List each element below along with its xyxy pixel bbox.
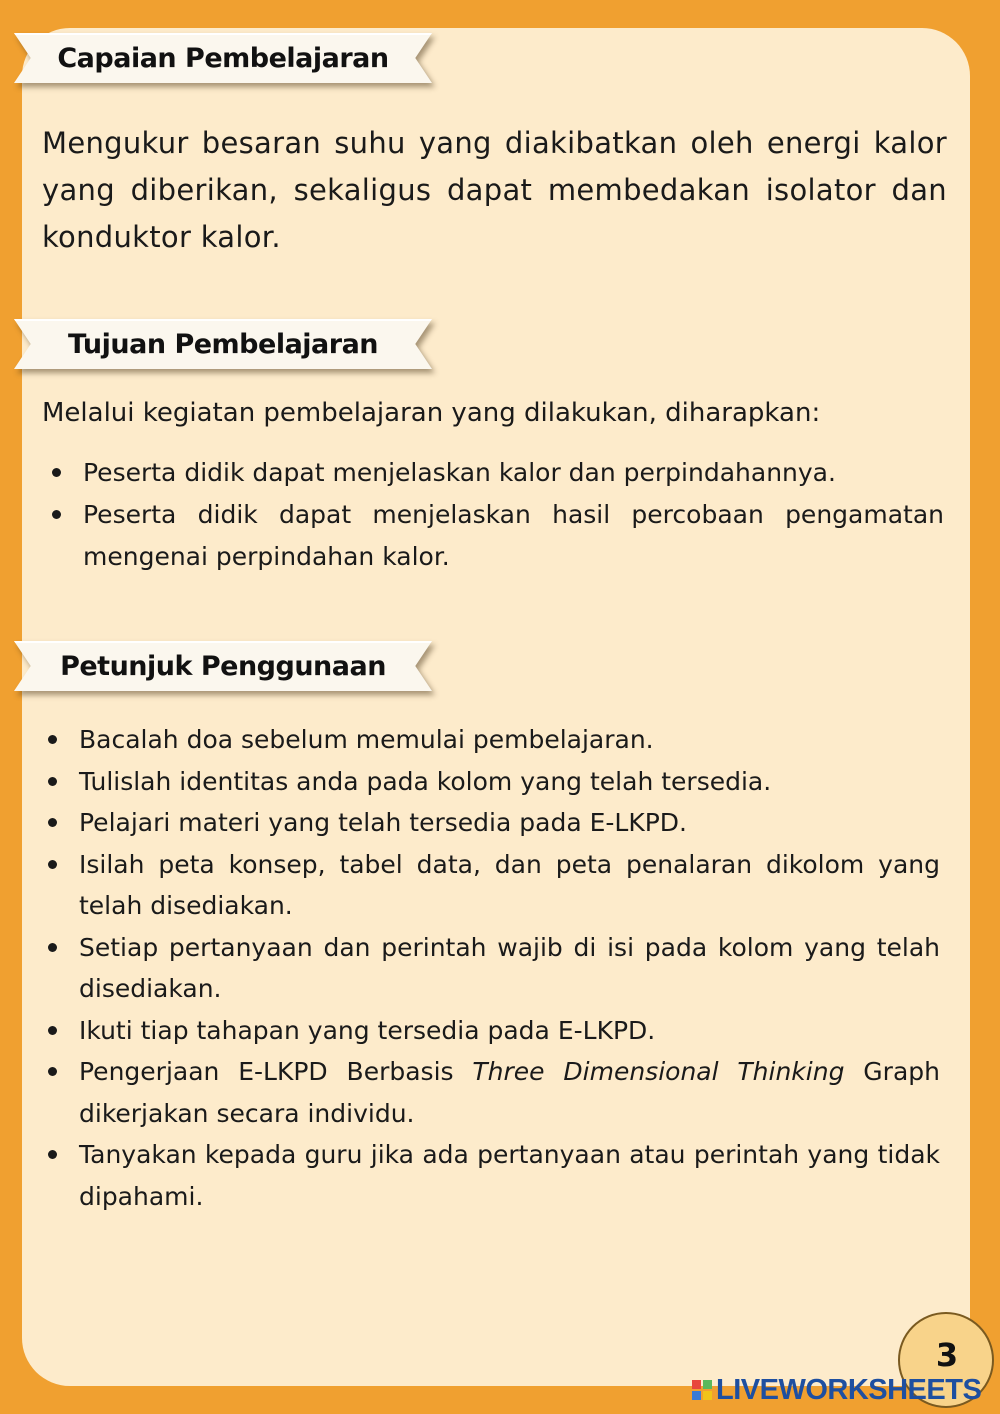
liveworksheets-logo-icon [692, 1380, 712, 1400]
liveworksheets-watermark [692, 1372, 981, 1408]
list-item: Tanyakan kepada guru jika ada pertanyaan atau perintah yang tidak dipahami. [42, 1134, 940, 1217]
list-item [42, 1051, 940, 1134]
list-item: Setiap pertanyaan dan perintah wajib di isi pada kolom yang telah disediakan. [42, 927, 940, 1010]
section-ribbon-tujuan [14, 319, 432, 369]
tujuan-intro: Melalui kegiatan pembelajaran yang dilakukan, diharapkan: [42, 398, 821, 428]
list-item: Ikuti tiap tahapan yang tersedia pada E-LKPD. [42, 1010, 940, 1052]
section-title-petunjuk: Petunjuk Penggunaan [60, 650, 386, 682]
list-item: Peserta didik dapat menjelaskan kalor dan perpindahannya. [46, 452, 944, 494]
list-item: Peserta didik dapat menjelaskan hasil percobaan pengamatan mengenai perpindahan kalor. [46, 494, 944, 578]
item-text-italic: Three Dimensional Thinking [472, 1057, 845, 1086]
item-text-before: Pengerjaan E-LKPD Berbasis [79, 1057, 473, 1086]
section-ribbon-capaian [14, 33, 432, 83]
capaian-text: Mengukur besaran suhu yang diakibatkan oleh energi kalor yang diberikan, sekaligus dapat membedakan isolator dan konduktor kalor. [42, 126, 947, 254]
list-item: Tulislah identitas anda pada kolom yang telah tersedia. [42, 761, 940, 803]
list-item: Pelajari materi yang telah tersedia pada E-LKPD. [42, 802, 940, 844]
watermark-text: LIVEWORKSHEETS [716, 1373, 982, 1406]
list-item: Bacalah doa sebelum memulai pembelajaran. [42, 719, 940, 761]
section-title-tujuan: Tujuan Pembelajaran [67, 328, 379, 360]
section-title-capaian: Capaian Pembelajaran [57, 42, 389, 74]
tujuan-list [46, 452, 944, 578]
section-ribbon-petunjuk [14, 641, 432, 691]
petunjuk-list [42, 719, 940, 1217]
page-number: 3 [935, 1336, 959, 1374]
list-item: Isilah peta konsep, tabel data, dan peta penalaran dikolom yang telah disediakan. [42, 844, 940, 927]
item-text-after: Graph dikerjakan secara individu. [79, 1057, 940, 1128]
